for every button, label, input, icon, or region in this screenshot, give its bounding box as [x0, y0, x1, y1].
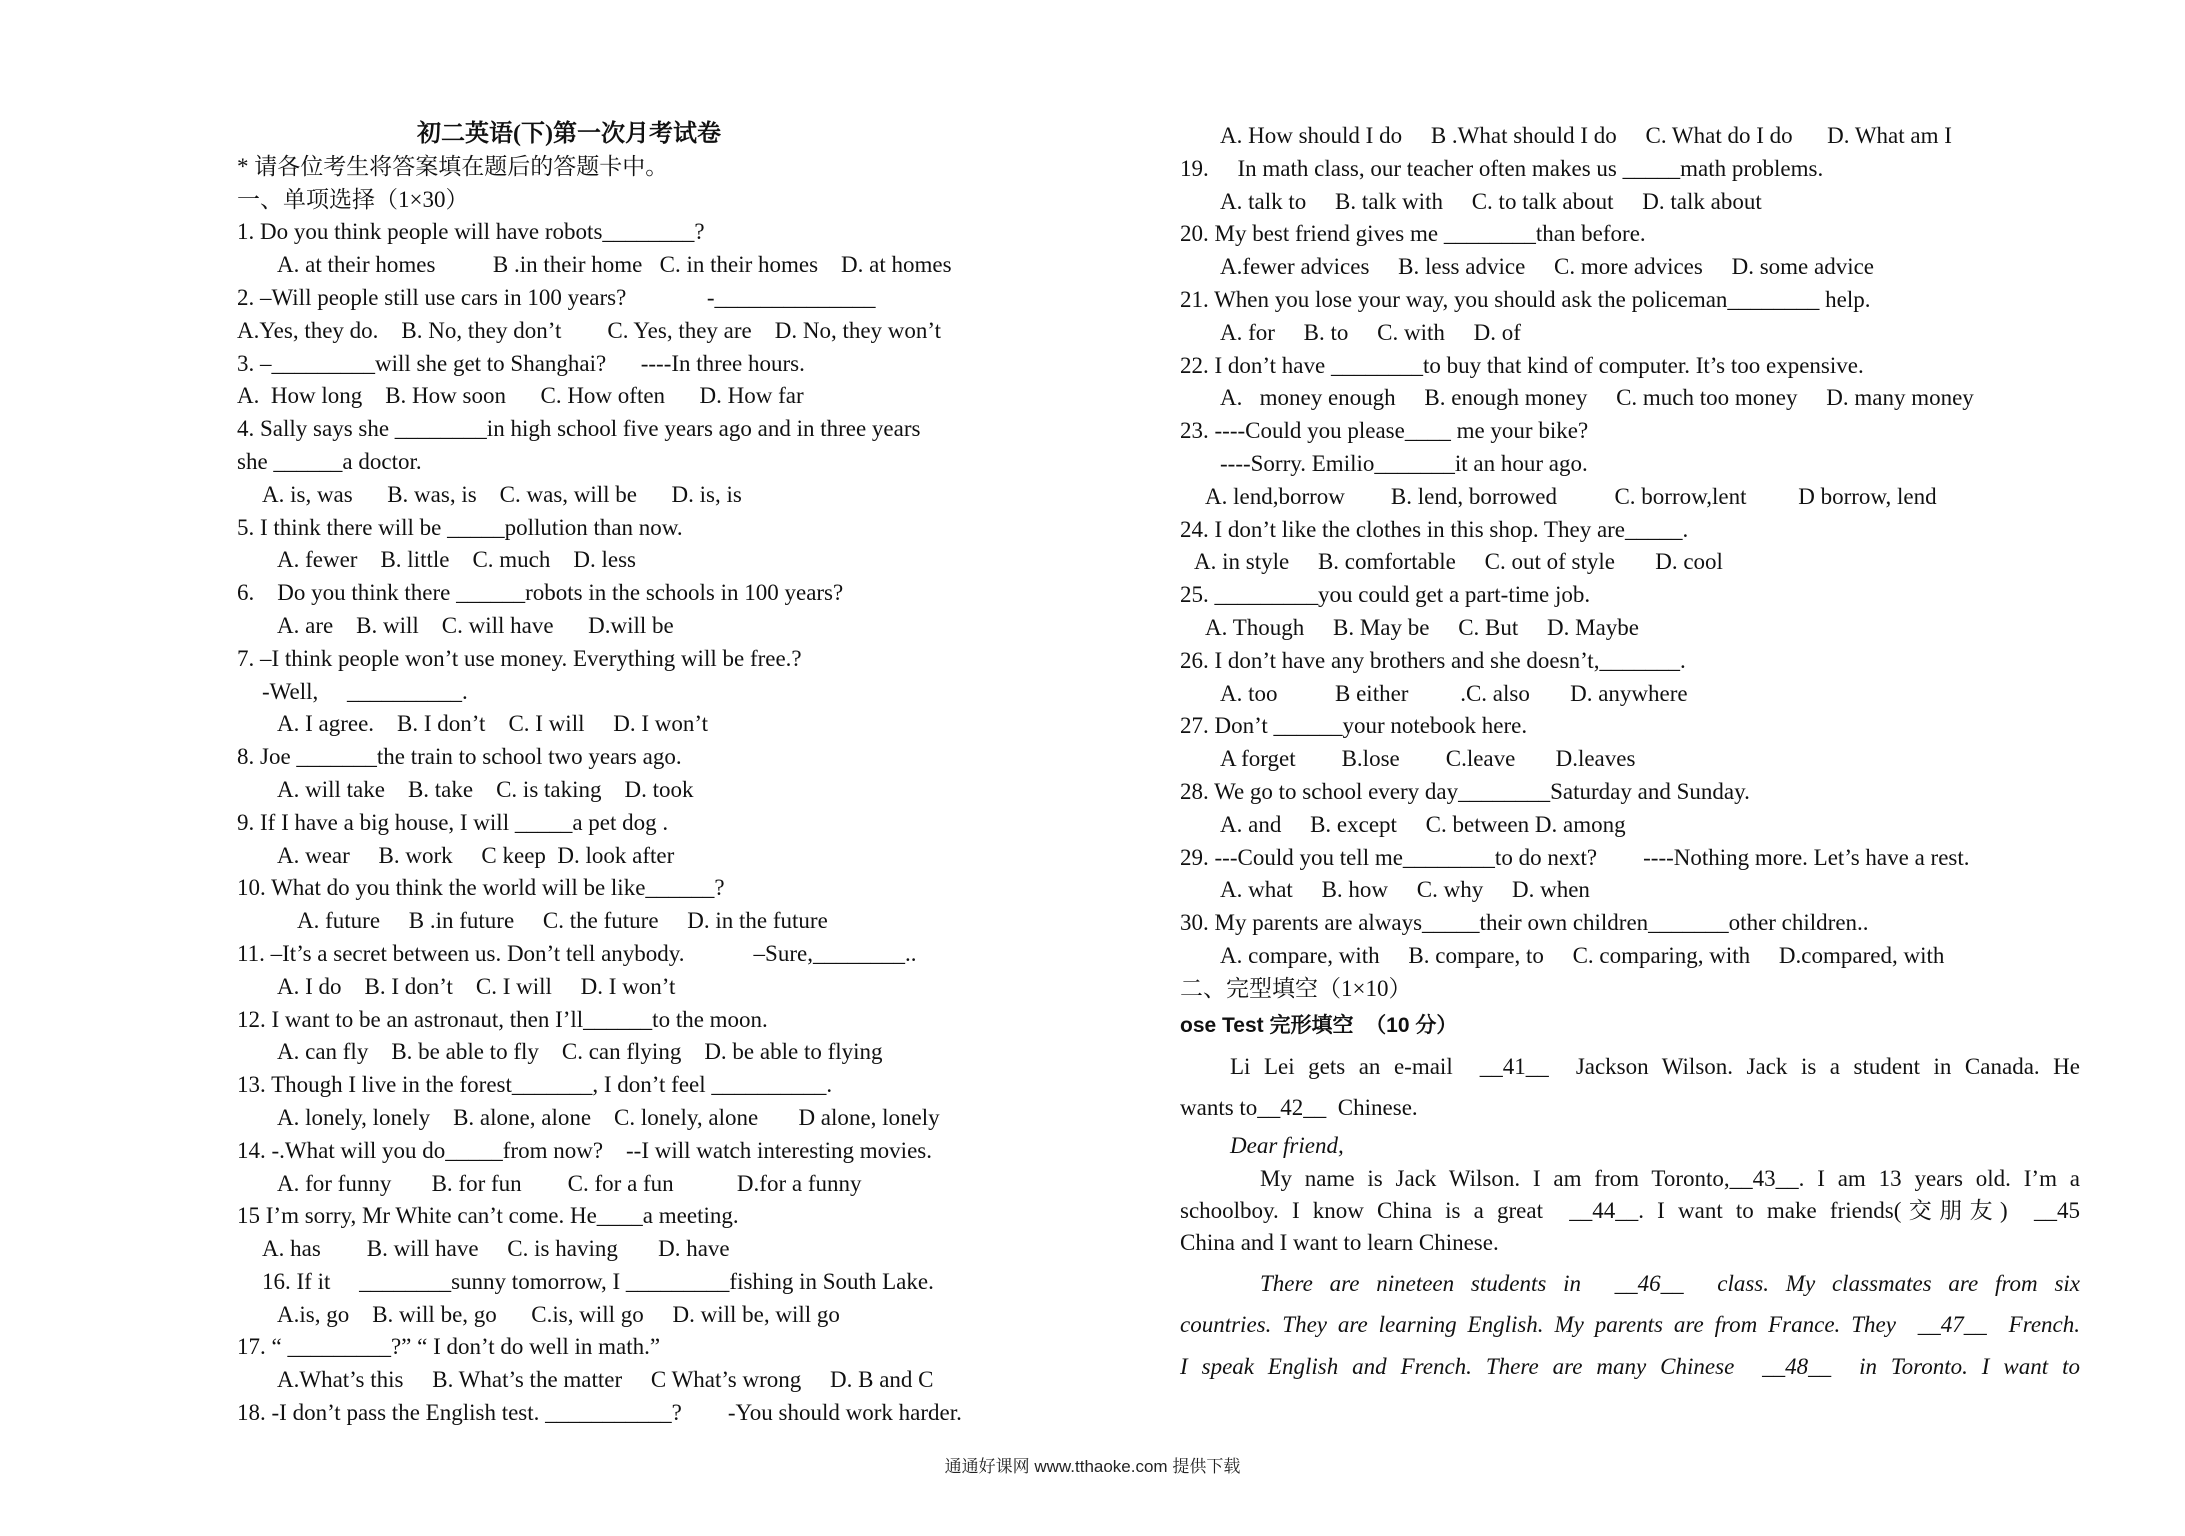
passage-line: There are nineteen students in __46__ class. My classmates are from six [1260, 1270, 2080, 1296]
question-line: 20. My best friend gives me ________than before. [1180, 221, 1646, 247]
options-line: A. I do B. I don’t C. I will D. I won’t [277, 973, 676, 999]
options-line: A. too B either .C. also D. anywhere [1220, 680, 1688, 706]
question-line: 14. -.What will you do_____from now? --I will watch interesting movies. [237, 1137, 932, 1163]
question-line: 29. ---Could you tell me________to do next? ----Nothing more. Let’s have a rest. [1180, 844, 1970, 870]
question-line: 22. I don’t have ________to buy that kind of computer. It’s too expensive. [1180, 352, 1864, 378]
question-line: 21. When you lose your way, you should ask the policeman________ help. [1180, 286, 1871, 312]
options-line: A. is, was B. was, is C. was, will be D. is, is [262, 481, 742, 507]
options-line: A. How long B. How soon C. How often D. How far [237, 383, 804, 409]
section-heading: 一、单项选择（1×30） [237, 186, 469, 212]
footer-source: 通通好课网 www.tthaoke.com 提供下载 [944, 1457, 1241, 1476]
question-line: 10. What do you think the world will be like______? [237, 875, 725, 901]
question-line: 28. We go to school every day________Saturday and Sunday. [1180, 778, 1750, 804]
question-line: 7. –I think people won’t use money. Everything will be free.? [237, 645, 802, 671]
cloze-passage [1180, 1046, 2080, 1388]
options-line: A.What’s this B. What’s the matter C What’s wrong D. B and C [277, 1367, 934, 1393]
question-line: 30. My parents are always_____their own children_______other children.. [1180, 910, 1869, 936]
question-line: 4. Sally says she ________in high school five years ago and in three years [237, 416, 921, 442]
passage-line: schoolboy. I know China is a great __44__. I want to make friends(交朋友) __45 [1180, 1197, 2080, 1223]
options-line: A. wear B. work C keep D. look after [277, 842, 675, 868]
options-line: A. are B. will C. will have D.will be [277, 612, 674, 638]
options-line: A. lonely, lonely B. alone, alone C. lonely, alone D alone, lonely [277, 1104, 940, 1130]
question-line: 1. Do you think people will have robots________? [237, 219, 705, 245]
instruction-line: * 请各位考生将答案填在题后的答题卡中。 [237, 153, 669, 179]
cloze-heading: ose Test 完形填空 （10 分） [1180, 1013, 1458, 1037]
question-line: 5. I think there will be _____pollution than now. [237, 514, 683, 540]
options-line: A. fewer B. little C. much D. less [277, 547, 637, 573]
right-column [1180, 120, 2080, 1387]
passage-line: China and I want to learn Chinese. [1180, 1229, 1499, 1255]
question-line: 3. –_________will she get to Shanghai? ----In three hours. [237, 350, 805, 376]
question-line: 13. Though I live in the forest_______, I don’t feel __________. [237, 1072, 833, 1098]
options-line: A. at their homes B .in their home C. in their homes D. at homes [277, 252, 952, 278]
options-line: A forget B.lose C.leave D.leaves [1220, 746, 1636, 772]
question-line: 15 I’m sorry, Mr White can’t come. He____a meeting. [237, 1203, 739, 1229]
question-line: 27. Don’t ______your notebook here. [1180, 713, 1528, 739]
passage-line: I speak English and French. There are many Chinese __48__ in Toronto. I want to [1180, 1353, 2080, 1379]
section-heading: 二、完型填空（1×10） [1180, 975, 1412, 1001]
question-line: 19. In math class, our teacher often makes us _____math problems. [1180, 155, 1824, 181]
passage-salutation: Dear friend, [1230, 1132, 1344, 1158]
options-line: A. lend,borrow B. lend, borrowed C. borrow,lent D borrow, lend [1205, 483, 1937, 509]
options-line: A. for funny B. for fun C. for a fun D.for a funny [277, 1170, 862, 1196]
question-line: 26. I don’t have any brothers and she doesn’t,_______. [1180, 647, 1686, 673]
options-line: A. and B. except C. between D. among [1220, 811, 1626, 837]
options-line: A. Though B. May be C. But D. Maybe [1205, 614, 1640, 640]
options-line: A.Yes, they do. B. No, they don’t C. Yes, they are D. No, they won’t [237, 317, 942, 343]
exam-title: 初二英语(下)第一次月考试卷 [417, 121, 721, 147]
options-line: A. compare, with B. compare, to C. comparing, with D.compared, with [1220, 942, 1945, 968]
options-line: A. How should I do B .What should I do C. What do I do D. What am I [1220, 123, 1952, 148]
question-line: 11. –It’s a secret between us. Don’t tell anybody. –Sure,________.. [237, 940, 917, 966]
question-line: -Well, __________. [262, 678, 468, 704]
question-line: ----Sorry. Emilio_______it an hour ago. [1220, 450, 1588, 476]
options-line: A. talk to B. talk with C. to talk about D. talk about [1220, 188, 1762, 214]
options-line: A. for B. to C. with D. of [1220, 319, 1521, 345]
options-line: A.is, go B. will be, go C.is, will go D. will be, will go [277, 1301, 840, 1327]
question-line: 12. I want to be an astronaut, then I’ll______to the moon. [237, 1006, 768, 1032]
passage-line: Li Lei gets an e-mail __41__ Jackson Wilson. Jack is a student in Canada. He [1230, 1053, 2080, 1079]
options-line: A. future B .in future C. the future D. in the future [297, 908, 828, 934]
question-line: 25. _________you could get a part-time job. [1180, 582, 1591, 608]
options-line: A. I agree. B. I don’t C. I will D. I won’t [277, 711, 708, 737]
options-line: A. money enough B. enough money C. much too money D. many money [1220, 385, 1974, 411]
passage-line: countries. They are learning English. My parents are from France. They __47__ French. [1180, 1312, 2080, 1338]
question-line: 6. Do you think there ______robots in the schools in 100 years? [237, 580, 844, 606]
question-line: 9. If I have a big house, I will _____a pet dog . [237, 809, 669, 835]
question-line: 8. Joe _______the train to school two years ago. [237, 744, 682, 770]
options-line: A. in style B. comfortable C. out of style D. cool [1194, 549, 1723, 575]
question-line: 2. –Will people still use cars in 100 years? -______________ [237, 284, 876, 310]
options-line: A. has B. will have C. is having D. have [262, 1236, 730, 1262]
options-line: A. will take B. take C. is taking D. took [277, 776, 694, 802]
passage-line: wants to__42__ Chinese. [1180, 1095, 1418, 1121]
question-line: 18. -I don’t pass the English test. ___________? -You should work harder. [237, 1400, 962, 1426]
passage-line: My name is Jack Wilson. I am from Toronto,__43__. I am 13 years old. I’m a [1260, 1165, 2080, 1191]
question-line: 24. I don’t like the clothes in this shop. They are_____. [1180, 516, 1689, 542]
question-line: 17. “ _________?” “ I don’t do well in math.” [237, 1334, 661, 1360]
question-line: she ______a doctor. [237, 448, 422, 474]
question-line: 16. If it ________sunny tomorrow, I _________fishing in South Lake. [262, 1268, 934, 1294]
options-line: A.fewer advices B. less advice C. more advices D. some advice [1220, 254, 1875, 280]
options-line: A. can fly B. be able to fly C. can flying D. be able to flying [277, 1039, 883, 1065]
question-line: 23. ----Could you please____ me your bike? [1180, 418, 1589, 444]
left-column [237, 118, 1057, 1430]
options-line: A. what B. how C. why D. when [1220, 877, 1590, 903]
